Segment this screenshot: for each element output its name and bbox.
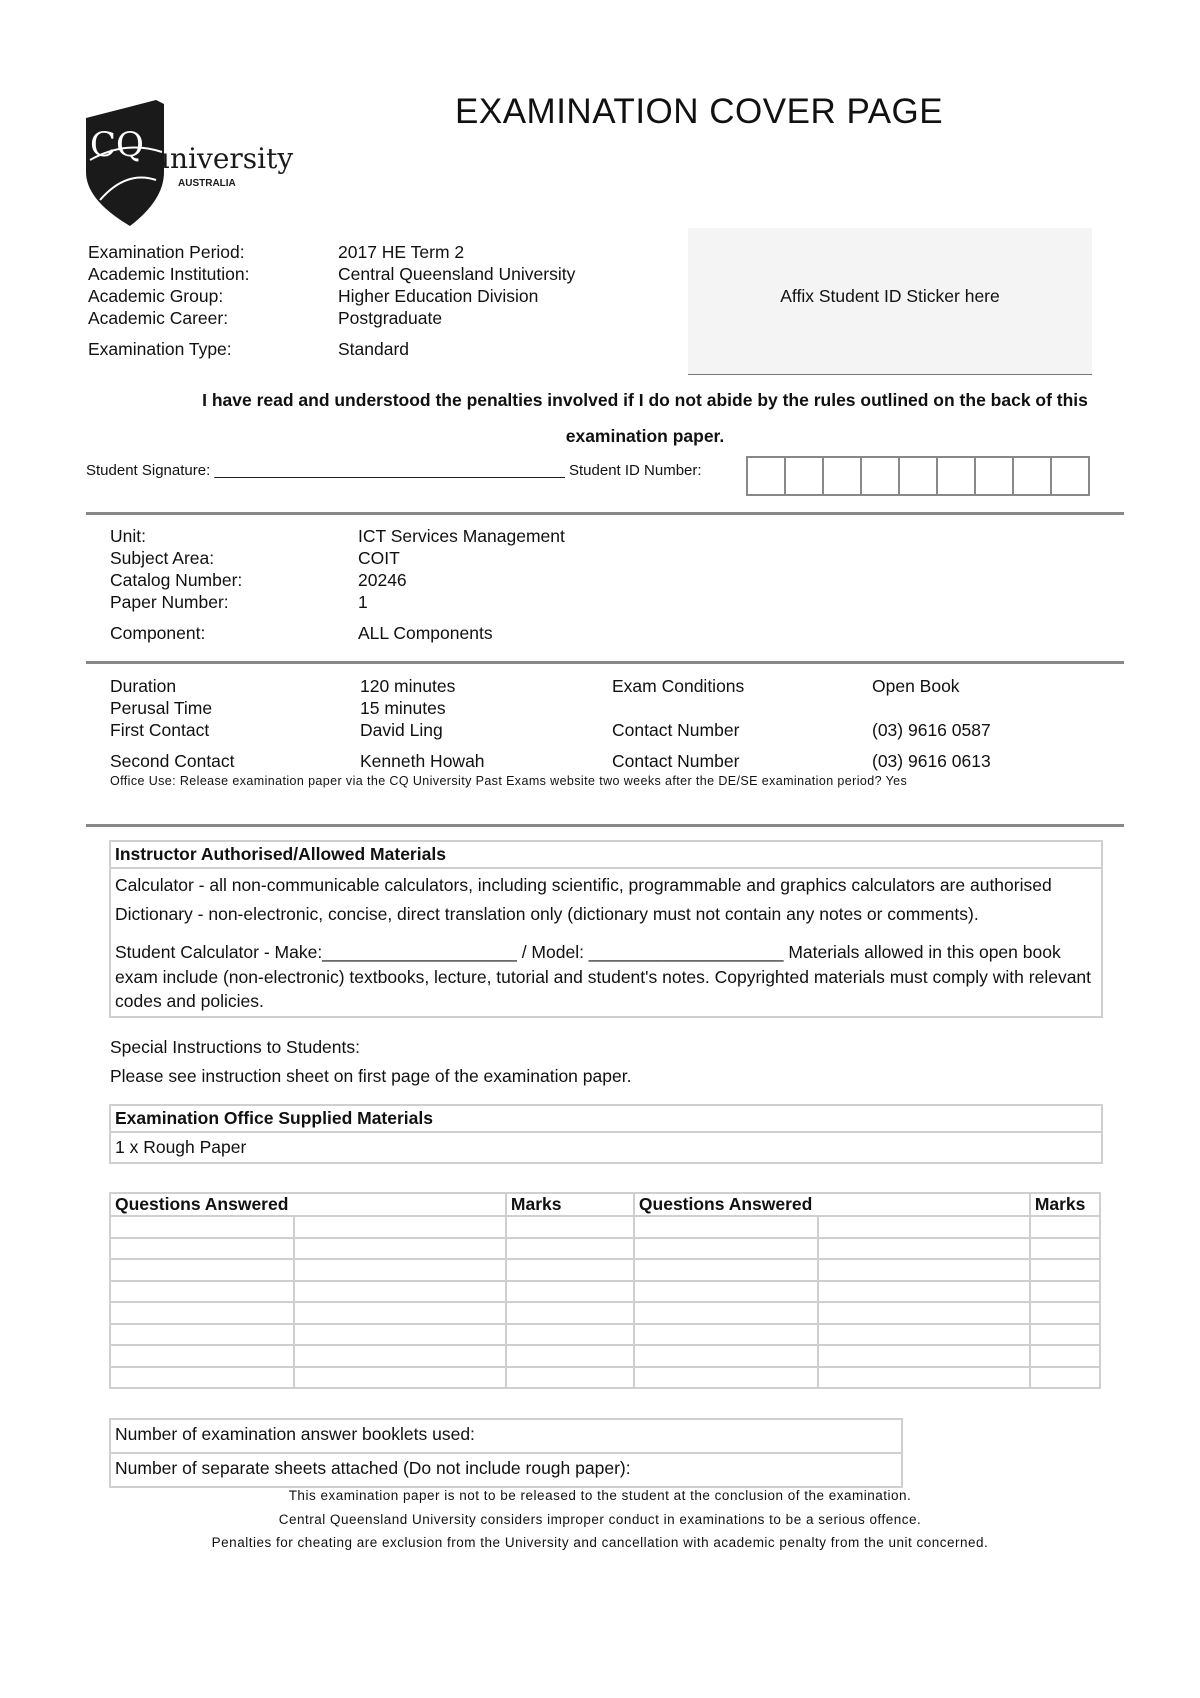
office-materials-item: 1 x Rough Paper: [115, 1137, 247, 1157]
id-box[interactable]: [824, 458, 862, 494]
id-box[interactable]: [786, 458, 824, 494]
office-materials-box: [109, 1104, 1103, 1164]
first-contact-label: First Contact: [110, 720, 210, 740]
subject-area-value: COIT: [358, 548, 400, 568]
cqu-logo: [86, 100, 296, 226]
contact-number-value: (03) 9616 0613: [872, 751, 991, 771]
academic-career-label: Academic Career:: [88, 308, 229, 328]
office-materials-header: Examination Office Supplied Materials: [111, 1106, 1101, 1133]
id-sticker-area: [688, 228, 1092, 375]
component-value: ALL Components: [358, 623, 493, 643]
academic-career-value: Postgraduate: [338, 308, 443, 328]
exam-conditions-value: Open Book: [872, 676, 960, 696]
student-id-boxes[interactable]: [746, 456, 1090, 496]
perusal-label: Perusal Time: [110, 698, 213, 718]
exam-type-value: Standard: [338, 339, 410, 359]
exam-period-label: Examination Period:: [88, 242, 245, 262]
divider: [86, 824, 1124, 827]
table-row: [110, 1324, 1100, 1346]
table-row: [110, 1281, 1100, 1303]
catalog-number-label: Catalog Number:: [110, 570, 243, 590]
svg-text:university: university: [152, 142, 294, 175]
id-box[interactable]: [938, 458, 976, 494]
questions-answered-header: Questions Answered: [110, 1193, 506, 1216]
first-contact-value: David Ling: [360, 720, 443, 740]
table-row: [110, 1367, 1100, 1389]
footer-line: Penalties for cheating are exclusion from the University and cancellation with academic penalty from the unit concerned.: [211, 1535, 989, 1550]
institution-value: Central Queensland University: [338, 264, 576, 284]
office-use-note: Office Use: Release examination paper via the CQ University Past Exams website two weeks after the DE/SE examination period? Yes: [110, 774, 908, 788]
sticker-label: Affix Student ID Sticker here: [780, 286, 1000, 306]
duration-value: 120 minutes: [360, 676, 456, 696]
signature-label: Student Signature:: [86, 462, 211, 479]
id-box[interactable]: [900, 458, 938, 494]
paper-number-value: 1: [358, 592, 368, 612]
svg-text:CQ: CQ: [90, 125, 144, 165]
unit-value: ICT Services Management: [358, 526, 565, 546]
special-instructions-label: Special Instructions to Students:: [110, 1037, 360, 1057]
table-row: [110, 1345, 1100, 1367]
contact-number-label: Contact Number: [612, 720, 740, 740]
answer-booklets-used: Number of examination answer booklets used:: [111, 1420, 901, 1454]
component-label: Component:: [110, 623, 206, 643]
contact-number-label: Contact Number: [612, 751, 740, 771]
questions-answered-header: Questions Answered: [634, 1193, 1030, 1216]
contact-number-value: (03) 9616 0587: [872, 720, 991, 740]
table-row: [110, 1216, 1100, 1238]
institution-label: Academic Institution:: [88, 264, 250, 284]
calculator-text: Calculator - all non-communicable calculators, including scientific, programmable and graphics calculators are authorised: [115, 875, 1052, 895]
separate-sheets-attached: Number of separate sheets attached (Do not include rough paper):: [115, 1458, 631, 1478]
footer-line: This examination paper is not to be released to the student at the conclusion of the examination.: [288, 1488, 912, 1503]
dictionary-text: Dictionary - non-electronic, concise, direct translation only (dictionary must not contain any notes or comments).: [115, 903, 979, 924]
id-box[interactable]: [862, 458, 900, 494]
allowed-materials-box: [109, 840, 1103, 1018]
allowed-materials-header: Instructor Authorised/Allowed Materials: [111, 842, 1101, 869]
perusal-value: 15 minutes: [360, 698, 446, 718]
student-id-label: Student ID Number:: [569, 462, 702, 479]
exam-period-value: 2017 HE Term 2: [338, 242, 465, 262]
table-header-row: [110, 1193, 1100, 1216]
exam-type-label: Examination Type:: [88, 339, 232, 359]
divider: [86, 661, 1124, 664]
marks-header: Marks: [1030, 1193, 1100, 1216]
academic-group-value: Higher Education Division: [338, 286, 539, 306]
footer-line: Central Queensland University considers improper conduct in examinations to be a serious offence.: [278, 1512, 922, 1527]
signature-row: [86, 462, 702, 479]
academic-group-label: Academic Group:: [88, 286, 224, 306]
id-box[interactable]: [1014, 458, 1052, 494]
divider: [86, 512, 1124, 515]
table-row: [110, 1238, 1100, 1260]
unit-label: Unit:: [110, 526, 146, 546]
signature-line[interactable]: __________________________________________: [214, 462, 565, 479]
subject-area-label: Subject Area:: [110, 548, 215, 568]
duration-label: Duration: [110, 676, 177, 696]
second-contact-value: Kenneth Howah: [360, 751, 485, 771]
page-title: EXAMINATION COVER PAGE: [455, 92, 944, 131]
questions-answered-table: [109, 1192, 1101, 1389]
student-calculator-text: Student Calculator - Make:____________________ / Model: ____________________ Materials allowed in this open book exam include (non-electronic) textbooks, lecture, tutorial and student's notes. Copyrighted materials must comply with relevant codes and policies.: [115, 942, 1092, 1011]
id-box[interactable]: [1052, 458, 1088, 494]
id-box[interactable]: [976, 458, 1014, 494]
catalog-number-value: 20246: [358, 570, 407, 590]
id-box[interactable]: [748, 458, 786, 494]
svg-text:AUSTRALIA: AUSTRALIA: [178, 178, 236, 189]
booklets-box: [109, 1418, 903, 1488]
special-instructions-text: Please see instruction sheet on first page of the examination paper.: [110, 1066, 632, 1086]
paper-number-label: Paper Number:: [110, 592, 229, 612]
table-row: [110, 1302, 1100, 1324]
second-contact-label: Second Contact: [110, 751, 235, 771]
marks-header: Marks: [506, 1193, 634, 1216]
declaration: I have read and understood the penalties involved if I do not abide by the rules outlined on the back of this examination paper.: [202, 390, 1088, 446]
exam-conditions-label: Exam Conditions: [612, 676, 745, 696]
table-row: [110, 1259, 1100, 1281]
